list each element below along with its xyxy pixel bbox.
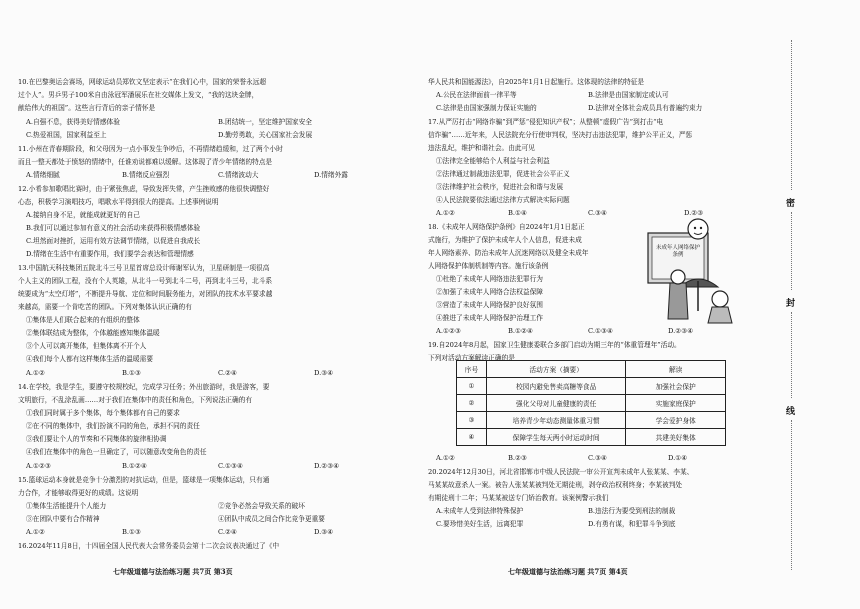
q18-statement-4: ④推进了未成年人网络保护治理工作	[436, 314, 543, 322]
right-page-footer: 七年级道德与法治练习题 共7页 第4页	[508, 567, 628, 576]
q18-option-d: D.②③④	[668, 327, 694, 335]
q14-statement-3: ③我们要让个人的节奏和不同集体的旋律相协调	[26, 435, 167, 443]
q14-statement-4: ④我们在集体中的角色一旦确定了，可以随意改变角色的责任	[26, 448, 207, 456]
q10-line-3: 献给伟大的祖国”。这些言行背后的亲子情怀是	[18, 104, 156, 112]
q17-line-1: 17.从严厉打击“网络诈骗”到严惩“侵犯知识产权”；从整顿“虚假广告”到打击“电	[428, 118, 664, 126]
table-header-cell: 解读	[626, 361, 726, 378]
table-header-row	[457, 361, 726, 378]
q13-option-b: B.①③	[122, 369, 142, 377]
q16-option-a: A.公民在法律面前一律平等	[436, 91, 517, 99]
q18-line-2: 式施行，为维护了保护未成年人个人信息，促进未成	[428, 236, 582, 244]
table-cell: ②	[457, 395, 487, 412]
q19-option-c: C.③④	[588, 454, 607, 462]
q19-table	[456, 360, 726, 446]
q13-line-4: 来越高，需要一个肯吃苦的团队。下列对集体认识正确的有	[18, 303, 192, 311]
q17-option-c: C.③④	[588, 209, 607, 217]
q11-option-a: A.情绪细腻	[26, 171, 60, 179]
q17-statement-1: ①法律完全能够给个人利益与社会利益	[436, 157, 550, 165]
binding-margin	[748, 0, 848, 609]
table-row	[457, 429, 726, 446]
q13-option-a: A.①②	[26, 369, 45, 377]
table-cell: ③	[457, 412, 487, 429]
q13-statement-4: ④我们每个人都有这样集体生活的温暖需要	[26, 355, 154, 363]
q17-option-d: D.②③	[684, 209, 704, 217]
q15-option-d: D.③④	[314, 528, 334, 536]
q18-line-3: 年人网络素养、防治未成年人沉迷网络以及健全未成年	[428, 249, 589, 257]
table-cell: ①	[457, 378, 487, 395]
q18-line-4: 人网络保护体制机制等内容。施行该条例	[428, 262, 549, 270]
margin-label-feng: 封	[786, 299, 796, 309]
q15-option-c: C.②④	[218, 528, 237, 536]
q16-option-c: C.法律是由国家强制力保证实施的	[436, 104, 537, 112]
q13-line-2: 个人主义的团队工程，没有个人英雄，从北斗一号到北斗二号，再到北斗三号，北斗系	[18, 277, 273, 285]
q19-option-b: B.②③	[508, 454, 528, 462]
q10-option-d: D.勤劳勇敢，关心国家社会发展	[218, 131, 313, 139]
illustration-sign-text: 未成年人网络保护条例	[656, 245, 701, 258]
q15-option-b: B.①③	[122, 528, 142, 536]
margin-dotted-line	[791, 312, 793, 398]
q14-option-c: C.①③④	[218, 462, 243, 470]
q20-option-b: B.违法行为要受到刑法的制裁	[588, 507, 676, 515]
margin-label-mi: 密	[786, 199, 796, 209]
q12-line-1: 12.小希参加歌唱比赛时，由于紧张焦虑，导致发挥失常，产生挫败感的他很快调整好	[18, 185, 270, 193]
q16-option-d: D.法律对全体社会成员具有普遍约束力	[588, 104, 703, 112]
q16-line-1: 16.2024年11月8日，十四届全国人民代表大会常务委员会第十二次会议表决通过了《中	[18, 542, 280, 550]
q12-option-b: B.我们可以通过参加有意义的社会活动来获得积极情感体验	[26, 224, 201, 232]
q15-statement-3: ③在团队中要有合作精神	[26, 515, 100, 523]
q19-line-2: 下列对活动方案解读正确的是	[428, 354, 515, 362]
q13-line-3: 统要成为“太空灯塔”，不断提升导航、定位和时间服务能力，对团队的技术水平要求越	[18, 290, 273, 298]
table-cell: ④	[457, 429, 487, 446]
table-cell: 校园内避免售卖高糖等食品	[486, 378, 625, 395]
q18-option-c: C.①③④	[588, 327, 613, 335]
q14-line-1: 14.在学校，我是学生，要遵守校规校纪，完成学习任务；外出旅游时，我是游客，要	[18, 383, 270, 391]
q16-line-2: 华人民共和国能源法》，自2025年1月1日起施行。这体现的法律的特征是	[428, 78, 645, 86]
q13-line-1: 13.中国航天科技集团五院北斗三号卫星首席总设计师谢军认为，卫星研制是一项很高	[18, 264, 270, 272]
q11-option-c: C.情绪波动大	[218, 171, 259, 179]
q11-option-d: D.情绪外露	[314, 171, 348, 179]
margin-label-xian: 线	[786, 407, 796, 417]
q18-line-1: 18.《未成年人网络保护条例》自2024年1月1日起正	[428, 223, 585, 231]
q20-line-3: 有期徒刑十二年；马某某被送专门矫治教育。该案例警示我们	[428, 494, 609, 502]
q18-option-b: B.①②④	[508, 327, 534, 335]
q13-statement-3: ③个人可以离开集体，但集体离不开个人	[26, 342, 147, 350]
q15-statement-1: ①集体生活能提升个人能力	[26, 502, 107, 510]
table-cell: 共建美好集体	[626, 429, 726, 446]
q13-statement-1: ①集体是人们联合起来的有组织的整体	[26, 316, 140, 324]
table-header-cell: 活动方案（摘要）	[486, 361, 625, 378]
q11-line-1: 11.小州在青春期阶段，和父母因为一点小事发生争吵后，不再情绪趋缓和，过了两个小时	[18, 145, 283, 153]
table-header-cell: 序号	[457, 361, 487, 378]
q12-line-2: 心态，积极学习演唱技巧，唱歌水平得到很大的提高。上述事例说明	[18, 198, 219, 206]
q14-option-a: A.①②③	[26, 462, 51, 470]
q16-option-b: B.法律是由国家制定或认可	[588, 91, 669, 99]
q19-option-d: D.①④	[668, 454, 688, 462]
table-row	[457, 412, 726, 429]
left-page-footer: 七年级道德与法治练习题 共7页 第3页	[113, 567, 233, 576]
q20-line-2: 马某某故意杀人一案。被告人张某某被判处无期徒刑，剥夺政治权利终身；李某被判处	[428, 481, 683, 489]
q10-option-c: C.热爱祖国，国家利益至上	[26, 131, 107, 139]
q17-line-3: 违法乱纪，维护和谐社会。由此可见	[428, 144, 535, 152]
q17-option-b: B.①④	[508, 209, 528, 217]
q15-statement-2: ②竞争必然会导致关系的破坏	[218, 502, 305, 510]
q20-line-1: 20.2024年12月30日，河北省邯郸市中级人民法院一审公开宣判未成年人张某某、李某、	[428, 468, 694, 476]
q20-option-d: D.有勇有谋，和犯罪斗争到底	[588, 520, 676, 528]
q14-statement-2: ②在不同的集体中，我们扮演不同的角色，承担不同的责任	[26, 422, 200, 430]
q11-option-b: B.情绪反应强烈	[122, 171, 170, 179]
q14-option-d: D.②③④	[314, 462, 340, 470]
q18-statement-3: ③营造了未成年人网络保护良好氛围	[436, 301, 543, 309]
q11-line-2: 而且一整天都处于愤怒的情绪中，任谁劝说都难以缓解。这体现了青少年情绪的特点是	[18, 158, 273, 166]
table-cell: 加强社会保护	[626, 378, 726, 395]
margin-dotted-line	[791, 420, 793, 570]
q14-statement-1: ①我们同时属于多个集体，每个集体都有自己的要求	[26, 409, 180, 417]
table-row	[457, 378, 726, 395]
left-page	[18, 0, 410, 609]
table-cell: 强化父母对儿童健康的责任	[486, 395, 625, 412]
q12-option-c: C.坦然面对挫折，运用有效方法调节情绪，以促进自我成长	[26, 237, 201, 245]
q15-statement-4: ④团队中成员之间合作比竞争更重要	[218, 515, 325, 523]
q14-option-b: B.①②④	[122, 462, 148, 470]
q13-statement-2: ②集体联结成为整体，个体越能感知集体温暖	[26, 329, 160, 337]
q17-option-a: A.①②	[436, 209, 455, 217]
q10-line-2: 过个人”。男乒男子100米自由泳冠军潘展乐在社交媒体上发文，“我的这块金牌，	[18, 91, 259, 99]
q15-option-a: A.①②	[26, 528, 45, 536]
q18-option-a: A.①②③	[436, 327, 461, 335]
q17-statement-2: ②法律通过制裁违法犯罪，促进社会公平正义	[436, 170, 570, 178]
q13-option-c: C.②④	[218, 369, 237, 377]
q20-option-a: A.未成年人受到法律特殊保护	[436, 507, 524, 515]
q10-line-1: 10.在巴黎奥运会赛场，网球运动员郑钦文坚定表示“在我们心中，国家的荣誉永远超	[18, 78, 267, 86]
q18-statement-1: ①杜绝了未成年人网络违法犯罪行为	[436, 275, 543, 283]
q10-option-b: B.团结统一，坚定维护国家安全	[218, 118, 312, 126]
q17-statement-3: ③法律维护社会秩序，促进社会和谐与发展	[436, 183, 564, 191]
table-cell: 实施家庭保护	[626, 395, 726, 412]
table-row	[457, 395, 726, 412]
q19-line-1: 19.自2024年8月起，国家卫生健康委联合多部门启动为期三年的“体重管理年”活动。	[428, 341, 681, 349]
q13-option-d: D.③④	[314, 369, 334, 377]
q20-option-c: C.要珍惜美好生活，远离犯罪	[436, 520, 524, 528]
q17-line-2: 信诈骗”……近年来，人民法院充分行使审判权，坚决打击违法犯罪，维护公平正义，严惩	[428, 131, 693, 139]
q18-illustration	[640, 215, 740, 327]
q15-line-1: 15.篮球运动本身就是竞争十分激烈的对抗运动，但是，篮球是一项集体运动，只有通	[18, 476, 270, 484]
margin-dotted-line	[791, 212, 793, 290]
cartoon-figure-icon	[640, 215, 740, 327]
table-cell: 培养青少年动态测量体重习惯	[486, 412, 625, 429]
table-cell: 学会爱护身体	[626, 412, 726, 429]
q15-line-2: 力合作，才能够取得更好的成绩。这说明	[18, 489, 139, 497]
q10-option-a: A.自强不息，获得美好情感体验	[26, 118, 120, 126]
q14-line-2: 文明旅行，不乱涂乱画……对于我们在集体中的责任和角色，下列说法正确的有	[18, 396, 253, 404]
q12-option-d: D.情绪在生活中有重要作用，我们要学会表达和管理情感	[26, 250, 194, 258]
margin-dotted-line	[791, 40, 793, 190]
q19-option-a: A.①②	[436, 454, 455, 462]
q18-statement-2: ②加强了未成年人网络合法权益保障	[436, 288, 543, 296]
q12-option-a: A.接纳自身不足，就能成就更好的自己	[26, 211, 140, 219]
table-cell: 保障学生每天两小时运动时间	[486, 429, 625, 446]
q17-statement-4: ④人民法院要依法通过法律方式解决实际问题	[436, 196, 570, 204]
